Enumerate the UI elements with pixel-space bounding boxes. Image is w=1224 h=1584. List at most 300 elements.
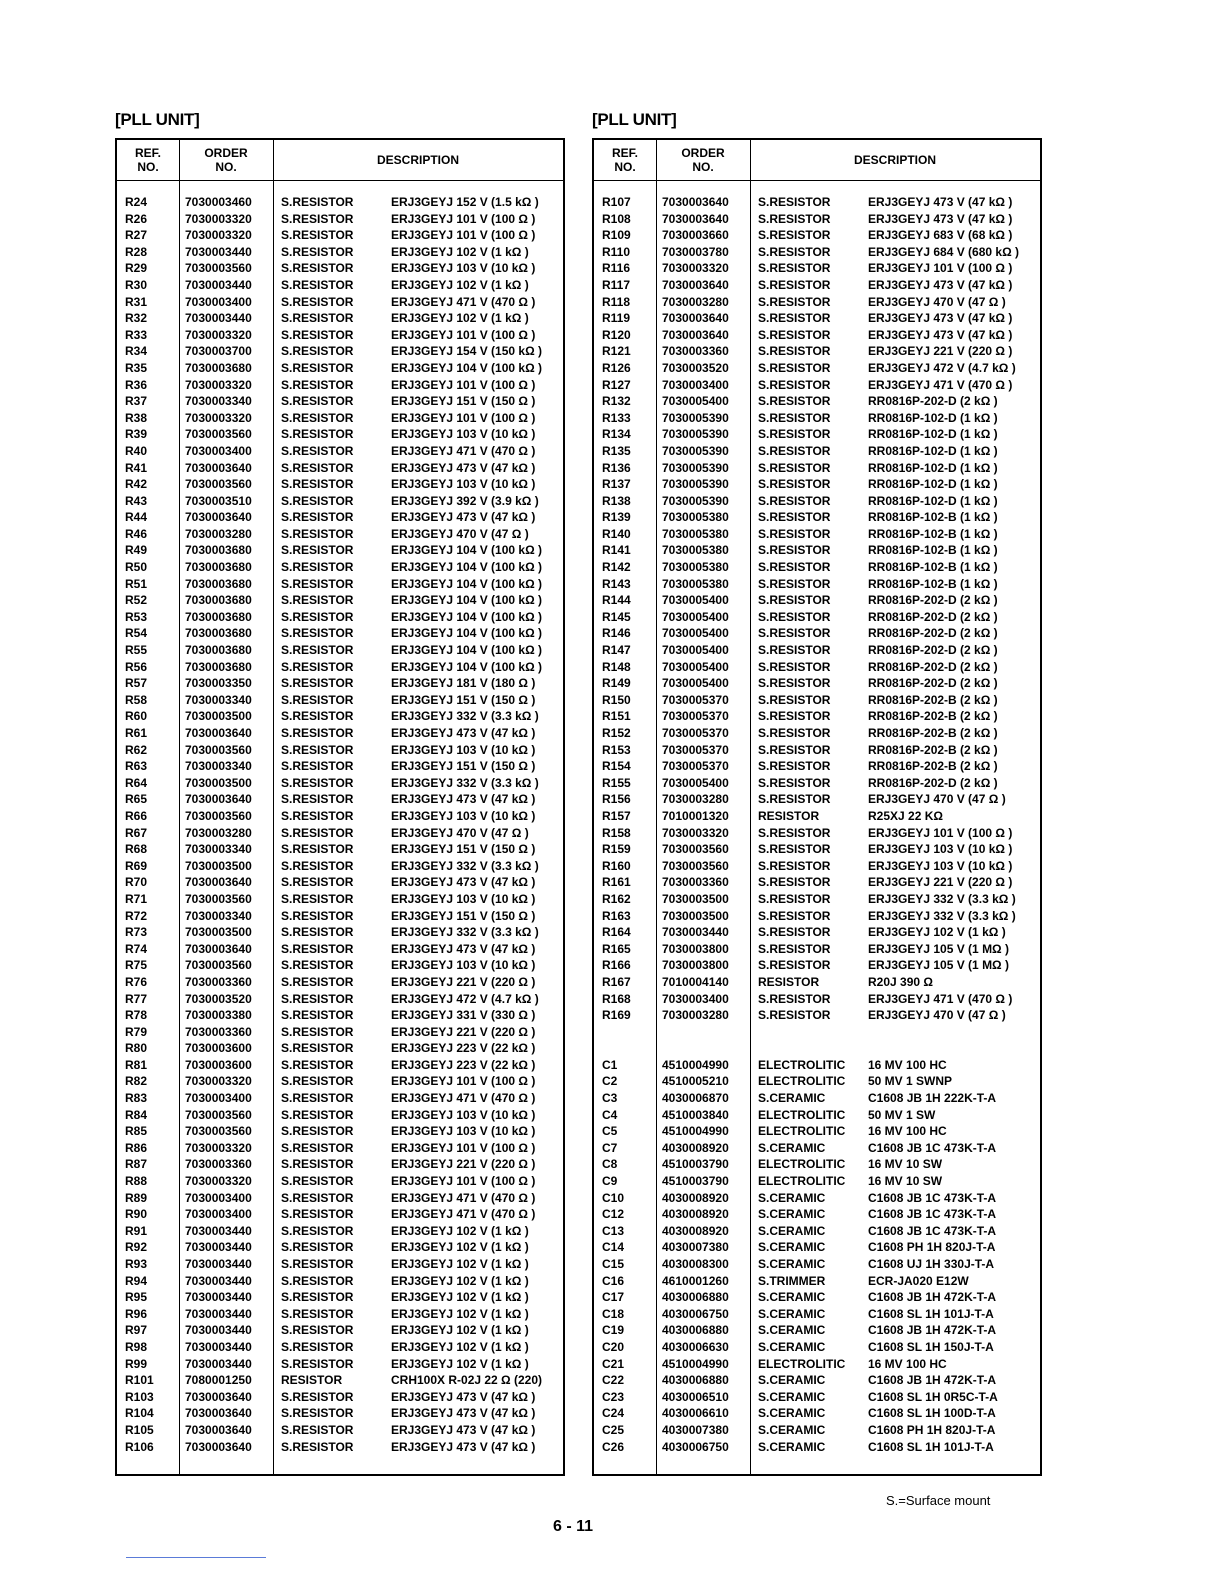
ref-no: R58 xyxy=(125,692,148,707)
ref-no: R88 xyxy=(125,1174,148,1189)
order-no: 7030003280 xyxy=(662,1008,729,1023)
order-no: 7030003440 xyxy=(185,244,252,259)
part-value: ERJ3GEYJ 221 V (220 Ω ) xyxy=(391,974,536,989)
order-no: 7030003640 xyxy=(662,311,729,326)
order-no: 7030003660 xyxy=(662,228,729,243)
table-row xyxy=(594,1123,1040,1140)
part-type: S.RESISTOR xyxy=(281,510,354,525)
ref-no: R41 xyxy=(125,460,148,475)
part-value: RR0816P-102-B (1 kΩ ) xyxy=(868,560,998,575)
order-no: 7030003510 xyxy=(185,493,252,508)
order-no: 7030003320 xyxy=(185,228,252,243)
table-row xyxy=(594,360,1040,377)
ref-no: R86 xyxy=(125,1140,148,1155)
part-type: S.RESISTOR xyxy=(758,626,831,641)
part-type: S.CERAMIC xyxy=(758,1240,826,1255)
part-value: C1608 PH 1H 820J-T-A xyxy=(868,1422,996,1437)
table-row xyxy=(117,1090,563,1107)
part-type: S.RESISTOR xyxy=(758,941,831,956)
part-value: ERJ3GEYJ 104 V (100 kΩ ) xyxy=(391,609,543,624)
part-value: ERJ3GEYJ 473 V (47 kΩ ) xyxy=(391,941,536,956)
order-no: 4510004990 xyxy=(662,1356,729,1371)
part-value: C1608 PH 1H 820J-T-A xyxy=(868,1240,996,1255)
table-row xyxy=(594,1040,1040,1057)
order-no: 7030003680 xyxy=(185,593,252,608)
part-value: ERJ3GEYJ 223 V (22 kΩ ) xyxy=(391,1057,536,1072)
order-no: 7010004140 xyxy=(662,974,729,989)
part-type: S.RESISTOR xyxy=(281,1174,354,1189)
part-value: RR0816P-202-D (2 kΩ ) xyxy=(868,394,998,409)
part-value: ERJ3GEYJ 103 V (10 kΩ ) xyxy=(391,958,536,973)
part-value: ERJ3GEYJ 683 V (68 kΩ ) xyxy=(868,228,1013,243)
part-value: ERJ3GEYJ 470 V (47 Ω ) xyxy=(868,294,1006,309)
ref-no: R164 xyxy=(602,925,631,940)
part-value: ERJ3GEYJ 151 V (150 Ω ) xyxy=(391,908,536,923)
table-row xyxy=(117,1289,563,1306)
order-no: 7030005380 xyxy=(662,560,729,575)
order-no: 7030003280 xyxy=(662,294,729,309)
ref-no: R159 xyxy=(602,842,631,857)
order-no: 7030003440 xyxy=(185,1257,252,1271)
part-value: ERJ3GEYJ 473 V (47 kΩ ) xyxy=(391,1439,536,1454)
ref-no: R52 xyxy=(125,593,148,608)
order-no: 7030003700 xyxy=(185,344,252,359)
part-value: ERJ3GEYJ 473 V (47 kΩ ) xyxy=(391,1406,536,1421)
order-no: 7030003680 xyxy=(185,560,252,575)
ref-no: C12 xyxy=(602,1207,625,1222)
part-value: C1608 JB 1C 473K-T-A xyxy=(868,1190,997,1205)
right-table-body xyxy=(594,194,1040,1455)
table-row xyxy=(594,1422,1040,1439)
part-type: S.RESISTOR xyxy=(758,560,831,575)
part-value: ERJ3GEYJ 102 V (1 kΩ ) xyxy=(391,1273,529,1288)
order-no: 7030003320 xyxy=(185,410,252,425)
part-type: S.RESISTOR xyxy=(281,526,354,541)
ref-no: R67 xyxy=(125,825,148,840)
order-no: 7030003340 xyxy=(185,692,252,707)
ref-no: R87 xyxy=(125,1157,148,1172)
order-no: 4030008300 xyxy=(662,1257,729,1271)
part-type: S.RESISTOR xyxy=(758,311,831,326)
order-no: 7030003320 xyxy=(185,1174,252,1189)
ref-no: R95 xyxy=(125,1290,148,1305)
order-no: 7030003500 xyxy=(185,775,252,790)
part-value: 16 MV 10 SW xyxy=(868,1157,943,1172)
ref-no: R38 xyxy=(125,410,148,425)
table-row xyxy=(594,343,1040,360)
part-type: S.RESISTOR xyxy=(281,775,354,790)
ref-no: R139 xyxy=(602,510,631,525)
part-type: S.RESISTOR xyxy=(281,1041,354,1056)
table-row xyxy=(117,1239,563,1256)
part-value: ERJ3GEYJ 473 V (47 kΩ ) xyxy=(868,211,1013,226)
ref-no: R140 xyxy=(602,526,631,541)
part-type: S.RESISTOR xyxy=(281,792,354,807)
part-value: ERJ3GEYJ 151 V (150 Ω ) xyxy=(391,692,536,707)
part-value: ERJ3GEYJ 473 V (47 kΩ ) xyxy=(391,460,536,475)
order-no: 7030003680 xyxy=(185,543,252,558)
ref-no: R75 xyxy=(125,958,148,973)
order-no: 4030006610 xyxy=(662,1406,729,1421)
part-value: ERJ3GEYJ 104 V (100 kΩ ) xyxy=(391,576,543,591)
ref-no: R83 xyxy=(125,1091,148,1106)
table-row xyxy=(594,1439,1040,1456)
order-no: 7030003500 xyxy=(662,908,729,923)
part-value: C1608 UJ 1H 330J-T-A xyxy=(868,1257,995,1271)
order-no: 7030003800 xyxy=(662,958,729,973)
part-value: ERJ3GEYJ 392 V (3.9 kΩ ) xyxy=(391,493,539,508)
part-value: C1608 SL 1H 0R5C-T-A xyxy=(868,1389,998,1404)
ref-no: R77 xyxy=(125,991,148,1006)
table-row xyxy=(594,742,1040,759)
header-description: DESCRIPTION xyxy=(376,153,459,167)
part-value: ERJ3GEYJ 101 V (100 Ω ) xyxy=(391,228,536,243)
part-value: RR0816P-202-B (2 kΩ ) xyxy=(868,709,998,724)
order-no: 4030006750 xyxy=(662,1439,729,1454)
order-no: 4510005210 xyxy=(662,1074,729,1089)
table-row xyxy=(117,1322,563,1339)
part-value: ERJ3GEYJ 104 V (100 kΩ ) xyxy=(391,543,543,558)
table-row xyxy=(117,841,563,858)
part-type: S.RESISTOR xyxy=(281,676,354,691)
ref-no: R149 xyxy=(602,676,631,691)
ref-no: R104 xyxy=(125,1406,154,1421)
part-value: ERJ3GEYJ 103 V (10 kΩ ) xyxy=(868,842,1013,857)
part-type: S.RESISTOR xyxy=(281,759,354,774)
table-row xyxy=(117,360,563,377)
ref-no: C7 xyxy=(602,1140,618,1155)
table-row xyxy=(117,1439,563,1456)
part-value: ERJ3GEYJ 221 V (220 Ω ) xyxy=(391,1024,536,1039)
part-type: S.RESISTOR xyxy=(281,460,354,475)
ref-no: R24 xyxy=(125,195,148,209)
table-row xyxy=(117,659,563,676)
table-row xyxy=(117,1024,563,1041)
table-row xyxy=(117,1107,563,1124)
part-value: ERJ3GEYJ 103 V (10 kΩ ) xyxy=(391,1124,536,1139)
table-row xyxy=(594,708,1040,725)
table-row xyxy=(117,310,563,327)
ref-no: R89 xyxy=(125,1190,148,1205)
order-no: 7030003340 xyxy=(185,394,252,409)
table-row xyxy=(117,260,563,277)
part-value: ERJ3GEYJ 102 V (1 kΩ ) xyxy=(391,277,529,292)
part-type: S.RESISTOR xyxy=(281,643,354,658)
order-no: 7030005370 xyxy=(662,726,729,740)
ref-no: C5 xyxy=(602,1124,618,1139)
order-no: 4030006870 xyxy=(662,1091,729,1106)
part-value: C1608 JB 1C 473K-T-A xyxy=(868,1207,997,1222)
table-row xyxy=(117,526,563,543)
part-value: ERJ3GEYJ 473 V (47 kΩ ) xyxy=(868,327,1013,342)
table-row xyxy=(117,708,563,725)
table-row xyxy=(117,426,563,443)
part-value: ERJ3GEYJ 104 V (100 kΩ ) xyxy=(391,626,543,641)
order-no: 7030003320 xyxy=(185,211,252,226)
ref-no: R29 xyxy=(125,261,148,276)
part-value: ERJ3GEYJ 103 V (10 kΩ ) xyxy=(391,808,536,823)
table-row xyxy=(594,891,1040,908)
header-order-no: ORDER NO. xyxy=(681,146,725,174)
order-no: 7030003520 xyxy=(185,991,252,1006)
part-type: RESISTOR xyxy=(281,1373,343,1388)
ref-no: R33 xyxy=(125,327,148,342)
table-row xyxy=(594,1256,1040,1273)
part-value: RR0816P-102-D (1 kΩ ) xyxy=(868,427,998,442)
part-value: ERJ3GEYJ 221 V (220 Ω ) xyxy=(391,1157,536,1172)
part-type: S.RESISTOR xyxy=(281,1057,354,1072)
part-value: ERJ3GEYJ 101 V (100 Ω ) xyxy=(868,825,1013,840)
ref-no: R110 xyxy=(602,244,631,259)
table-row xyxy=(117,1306,563,1323)
ref-no: R28 xyxy=(125,244,148,259)
part-type: S.CERAMIC xyxy=(758,1439,826,1454)
part-type: S.RESISTOR xyxy=(281,1124,354,1139)
part-type: S.RESISTOR xyxy=(758,891,831,906)
order-no: 7030003340 xyxy=(185,842,252,857)
part-type: S.RESISTOR xyxy=(281,925,354,940)
part-value: ERJ3GEYJ 181 V (180 Ω ) xyxy=(391,676,536,691)
order-no: 7030003360 xyxy=(662,875,729,890)
order-no: 7030003680 xyxy=(185,659,252,674)
ref-no: R37 xyxy=(125,394,148,409)
part-type: S.RESISTOR xyxy=(758,593,831,608)
table-row xyxy=(117,1273,563,1290)
table-row xyxy=(117,1223,563,1240)
table-row xyxy=(594,924,1040,941)
ref-no: R43 xyxy=(125,493,148,508)
part-value: ERJ3GEYJ 103 V (10 kΩ ) xyxy=(391,427,536,442)
table-row xyxy=(594,260,1040,277)
ref-no: C26 xyxy=(602,1439,625,1454)
table-row xyxy=(594,493,1040,510)
part-type: S.RESISTOR xyxy=(281,974,354,989)
table-row xyxy=(117,294,563,311)
order-no: 7030003320 xyxy=(185,377,252,392)
order-no: 4030008920 xyxy=(662,1140,729,1155)
table-row xyxy=(594,310,1040,327)
part-value: ERJ3GEYJ 103 V (10 kΩ ) xyxy=(868,858,1013,873)
table-row xyxy=(117,825,563,842)
ref-no: R137 xyxy=(602,477,631,492)
table-row xyxy=(594,592,1040,609)
ref-no: R81 xyxy=(125,1057,148,1072)
ref-no: R34 xyxy=(125,344,148,359)
part-value: ERJ3GEYJ 221 V (220 Ω ) xyxy=(868,344,1013,359)
part-type: S.RESISTOR xyxy=(758,692,831,707)
part-type: S.RESISTOR xyxy=(281,908,354,923)
table-row xyxy=(594,941,1040,958)
table-row xyxy=(594,1140,1040,1157)
order-no: 7030003680 xyxy=(185,643,252,658)
part-type: S.RESISTOR xyxy=(758,842,831,857)
scan-artifact-line xyxy=(126,1557,266,1558)
part-value: RR0816P-202-B (2 kΩ ) xyxy=(868,726,998,740)
part-type: S.RESISTOR xyxy=(758,576,831,591)
table-row xyxy=(117,1073,563,1090)
ref-no: R103 xyxy=(125,1389,154,1404)
part-value: ERJ3GEYJ 151 V (150 Ω ) xyxy=(391,394,536,409)
order-no: 7030003440 xyxy=(185,1356,252,1371)
order-no: 7030003460 xyxy=(185,195,252,209)
part-type: S.RESISTOR xyxy=(758,211,831,226)
part-value: ERJ3GEYJ 103 V (10 kΩ ) xyxy=(391,477,536,492)
order-no: 7030003560 xyxy=(185,808,252,823)
order-no: 7030003440 xyxy=(185,1273,252,1288)
part-value: ERJ3GEYJ 105 V (1 MΩ ) xyxy=(868,958,1010,973)
part-type: S.RESISTOR xyxy=(758,195,831,209)
ref-no: R160 xyxy=(602,858,631,873)
part-type: S.RESISTOR xyxy=(281,360,354,375)
ref-no: C24 xyxy=(602,1406,625,1421)
order-no: 7030003800 xyxy=(662,941,729,956)
part-value: ERJ3GEYJ 101 V (100 Ω ) xyxy=(391,410,536,425)
order-no: 4030006630 xyxy=(662,1339,729,1354)
part-type: S.RESISTOR xyxy=(281,560,354,575)
part-value: ERJ3GEYJ 104 V (100 kΩ ) xyxy=(391,360,543,375)
part-type: S.CERAMIC xyxy=(758,1290,826,1305)
table-row xyxy=(594,1173,1040,1190)
ref-no: R107 xyxy=(602,195,631,209)
part-type: S.RESISTOR xyxy=(758,858,831,873)
table-row xyxy=(594,675,1040,692)
part-type: S.RESISTOR xyxy=(758,360,831,375)
part-type: S.CERAMIC xyxy=(758,1422,826,1437)
table-row xyxy=(117,725,563,742)
table-row xyxy=(117,1040,563,1057)
table-row xyxy=(594,509,1040,526)
table-row xyxy=(117,1206,563,1223)
part-value: ERJ3GEYJ 104 V (100 kΩ ) xyxy=(391,593,543,608)
table-row xyxy=(117,675,563,692)
part-type: S.RESISTOR xyxy=(281,1273,354,1288)
table-row xyxy=(117,327,563,344)
table-row xyxy=(117,858,563,875)
table-row xyxy=(594,1190,1040,1207)
table-row xyxy=(117,1372,563,1389)
order-no: 7030003360 xyxy=(185,974,252,989)
order-no: 7030005400 xyxy=(662,394,729,409)
table-row xyxy=(594,808,1040,825)
part-type: S.RESISTOR xyxy=(758,775,831,790)
ref-no: R46 xyxy=(125,526,148,541)
ref-no: R62 xyxy=(125,742,148,757)
order-no: 7030003280 xyxy=(662,792,729,807)
table-row xyxy=(594,659,1040,676)
part-value: 50 MV 1 SWNP xyxy=(868,1074,953,1089)
order-no: 4030008920 xyxy=(662,1207,729,1222)
table-row xyxy=(594,327,1040,344)
order-no: 4030007380 xyxy=(662,1240,729,1255)
ref-no: C8 xyxy=(602,1157,618,1172)
table-row xyxy=(117,377,563,394)
ref-no: R94 xyxy=(125,1273,148,1288)
ref-no: R142 xyxy=(602,560,631,575)
part-type: S.RESISTOR xyxy=(281,410,354,425)
ref-no: R54 xyxy=(125,626,148,641)
table-row xyxy=(117,227,563,244)
ref-no: R69 xyxy=(125,858,148,873)
ref-no: R53 xyxy=(125,609,148,624)
left-section-title: [PLL UNIT] xyxy=(115,110,200,129)
part-value: ERJ3GEYJ 104 V (100 kΩ ) xyxy=(391,560,543,575)
order-no: 7030003440 xyxy=(185,1323,252,1338)
ref-no: R138 xyxy=(602,493,631,508)
ref-no: R168 xyxy=(602,991,631,1006)
ref-no: R154 xyxy=(602,759,631,774)
table-row xyxy=(117,974,563,991)
part-value: RR0816P-202-D (2 kΩ ) xyxy=(868,609,998,624)
order-no: 7030005370 xyxy=(662,709,729,724)
part-value: ERJ3GEYJ 102 V (1 kΩ ) xyxy=(391,1339,529,1354)
part-type: S.RESISTOR xyxy=(758,427,831,442)
part-value: 16 MV 10 SW xyxy=(868,1174,943,1189)
part-value: ERJ3GEYJ 103 V (10 kΩ ) xyxy=(391,261,536,276)
ref-no: C13 xyxy=(602,1223,625,1238)
part-value: ERJ3GEYJ 470 V (47 Ω ) xyxy=(391,825,529,840)
order-no: 7030003340 xyxy=(185,908,252,923)
part-value: RR0816P-202-D (2 kΩ ) xyxy=(868,626,998,641)
part-type: S.RESISTOR xyxy=(281,958,354,973)
table-row xyxy=(594,908,1040,925)
ref-no: R147 xyxy=(602,643,631,658)
part-type: S.RESISTOR xyxy=(758,493,831,508)
order-no: 7030005390 xyxy=(662,443,729,458)
part-value: RR0816P-102-B (1 kΩ ) xyxy=(868,576,998,591)
table-row xyxy=(117,244,563,261)
part-value: C1608 JB 1H 222K-T-A xyxy=(868,1091,997,1106)
order-no: 7030003680 xyxy=(185,626,252,641)
part-type: S.RESISTOR xyxy=(281,477,354,492)
part-type: ELECTROLITIC xyxy=(758,1074,846,1089)
order-no: 7030003440 xyxy=(185,1223,252,1238)
part-type: S.TRIMMER xyxy=(758,1273,826,1288)
table-row xyxy=(594,1372,1040,1389)
order-no: 7030005390 xyxy=(662,427,729,442)
part-value: RR0816P-202-D (2 kΩ ) xyxy=(868,676,998,691)
order-no: 7030005390 xyxy=(662,477,729,492)
table-row xyxy=(594,1223,1040,1240)
order-no: 7030003560 xyxy=(185,477,252,492)
part-value: ERJ3GEYJ 154 V (150 kΩ ) xyxy=(391,344,543,359)
table-row xyxy=(117,625,563,642)
ref-no: R36 xyxy=(125,377,148,392)
ref-no: R30 xyxy=(125,277,148,292)
part-value: ERJ3GEYJ 332 V (3.3 kΩ ) xyxy=(391,925,539,940)
table-row xyxy=(117,1405,563,1422)
order-no: 7030003280 xyxy=(185,825,252,840)
part-type: S.RESISTOR xyxy=(281,327,354,342)
order-no: 7030005400 xyxy=(662,676,729,691)
part-type: S.RESISTOR xyxy=(758,410,831,425)
table-row xyxy=(594,1107,1040,1124)
part-value: ERJ3GEYJ 471 V (470 Ω ) xyxy=(391,1190,536,1205)
ref-no: R136 xyxy=(602,460,631,475)
part-type: S.RESISTOR xyxy=(281,1157,354,1172)
table-row xyxy=(117,277,563,294)
header-divider xyxy=(594,180,1040,181)
part-value: ERJ3GEYJ 151 V (150 Ω ) xyxy=(391,842,536,857)
header-description: DESCRIPTION xyxy=(853,153,936,167)
part-value: 50 MV 1 SW xyxy=(868,1107,936,1122)
table-row xyxy=(594,991,1040,1008)
part-type: S.RESISTOR xyxy=(758,759,831,774)
table-row xyxy=(117,941,563,958)
order-no: 4510004990 xyxy=(662,1124,729,1139)
table-row xyxy=(594,443,1040,460)
part-type: ELECTROLITIC xyxy=(758,1057,846,1072)
order-no: 7030003440 xyxy=(185,311,252,326)
